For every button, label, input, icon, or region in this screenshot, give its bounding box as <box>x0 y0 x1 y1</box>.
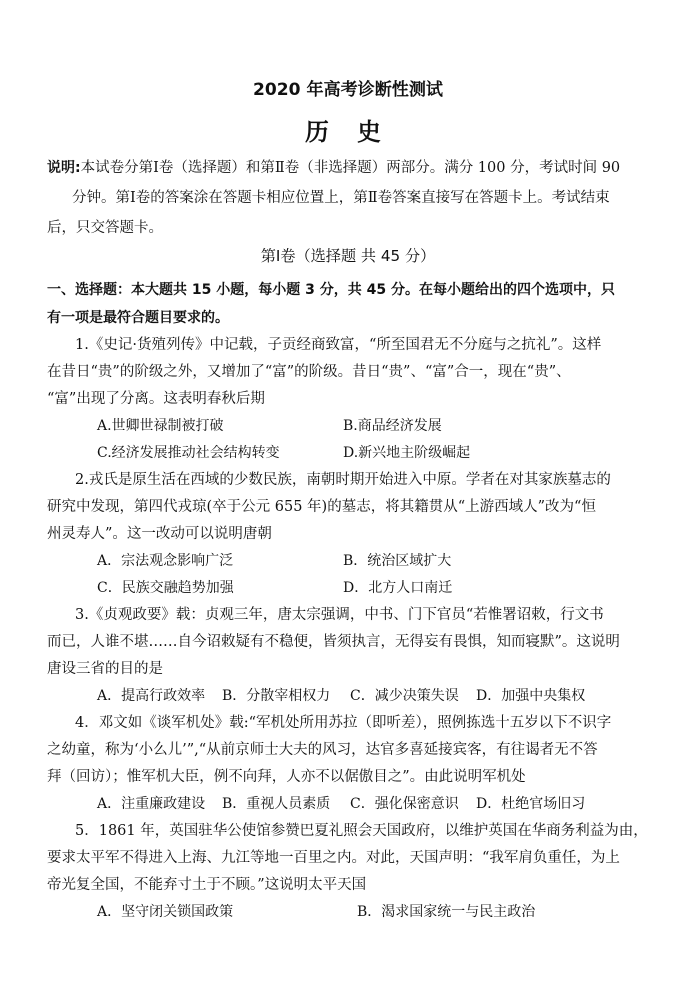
note-line-2: 分钟。第Ⅰ卷的答案涂在答题卡相应位置上，第Ⅱ卷答案直接写在答题卡上。考试结束 <box>72 190 610 206</box>
question-stem-line: 5．1861 年，英国驻华公使馆参赞巴夏礼照会天国政府，以维护英国在华商务利益为由， <box>75 823 648 839</box>
option-c: C.经济发展推动社会结构转变 <box>97 445 280 461</box>
option-b: B．统治区域扩大 <box>343 553 452 569</box>
option-b: B．渴求国家统一与民主政治 <box>357 904 536 920</box>
question-stem-line: 4．邓文如《谈军机处》载:“军机处所用苏拉（即听差），照例拣选十五岁以下不识字 <box>75 715 612 731</box>
option-b: B．重视人员素质 <box>222 796 331 812</box>
option-a: A．宗法观念影响广泛 <box>97 553 234 569</box>
question-stem-line: 3.《贞观政要》载：贞观三年，唐太宗强调，中书、门下官员“若惟署诏敕，行文书 <box>75 607 604 623</box>
option-a: A．坚守闭关锁国政策 <box>97 904 234 920</box>
option-c: C．民族交融趋势加强 <box>97 580 234 596</box>
question-stem-line: 拜（回访）；惟军机大臣，例不向拜，人亦不以倨傲目之”。由此说明军机处 <box>47 769 526 785</box>
question-stem-line: 2.戎氏是原生活在西域的少数民族，南朝时期开始进入中原。学者在对其家族墓志的 <box>75 472 611 488</box>
instruction-line-1: 一、选择题：本大题共 15 小题，每小题 3 分，共 45 分。在每小题给出的四个选项中，只 <box>47 282 615 298</box>
option-a: A．注重廉政建设 <box>97 796 206 812</box>
question-stem-line: 在昔日“贵”的阶级之外，又增加了“富”的阶级。昔日“贵”、“富”合一，现在“贵”、 <box>47 364 571 380</box>
question-stem-line: 州灵寿人”。这一改动可以说明唐朝 <box>47 526 272 542</box>
note-line-3: 后，只交答题卡。 <box>47 220 163 236</box>
subject-title: 历 史 <box>305 118 391 146</box>
option-d: D．杜绝官场旧习 <box>476 796 586 812</box>
instruction-line-2: 有一项是最符合题目要求的。 <box>47 310 229 326</box>
question-stem-line: 研究中发现，第四代戎琼(卒于公元 655 年)的墓志，将其籍贯从“上游西域人”改为“恒 <box>47 499 596 515</box>
question-stem-line: 帝光复全国，不能弃寸土于不顾。”这说明太平天国 <box>47 877 367 893</box>
option-d: D．北方人口南迁 <box>343 580 453 596</box>
question-stem-line: 要求太平军不得进入上海、九江等地一百里之内。对此，天国声明：“我军肩负重任，为上 <box>47 850 620 866</box>
option-d: D．加强中央集权 <box>476 688 586 704</box>
question-stem-line: “富”出现了分离。这表明春秋后期 <box>47 391 265 407</box>
option-c: C．强化保密意识 <box>350 796 459 812</box>
section-title: 第Ⅰ卷（选择题 共 45 分） <box>260 247 436 265</box>
option-a: A.世卿世禄制被打破 <box>97 418 224 434</box>
question-stem-line: 之幼童，称为‘小么儿’”,“从前京师士大夫的风习，达官多喜延接宾客，有往谒者无不答 <box>47 742 598 758</box>
question-stem-line: 1.《史记·货殖列传》中记载，子贡经商致富，“所至国君无不分庭与之抗礼”。这样 <box>75 337 602 353</box>
option-d: D.新兴地主阶级崛起 <box>343 445 471 461</box>
note-label: 说明: <box>47 160 81 176</box>
exam-title: 2020 年高考诊断性测试 <box>253 80 443 100</box>
question-stem-line: 而已，人谁不堪……自今诏敕疑有不稳便，皆须执言，无得妄有畏惧，知而寝默”。这说明 <box>47 634 620 650</box>
question-stem-line: 唐设三省的目的是 <box>47 661 163 677</box>
option-b: B．分散宰相权力 <box>222 688 331 704</box>
option-c: C．减少决策失误 <box>350 688 459 704</box>
note-line-1: 说明:本试卷分第Ⅰ卷（选择题）和第Ⅱ卷（非选择题）两部分。满分 100 分，考试时间 90 <box>47 160 621 176</box>
option-b: B.商品经济发展 <box>343 418 442 434</box>
option-a: A．提高行政效率 <box>97 688 206 704</box>
